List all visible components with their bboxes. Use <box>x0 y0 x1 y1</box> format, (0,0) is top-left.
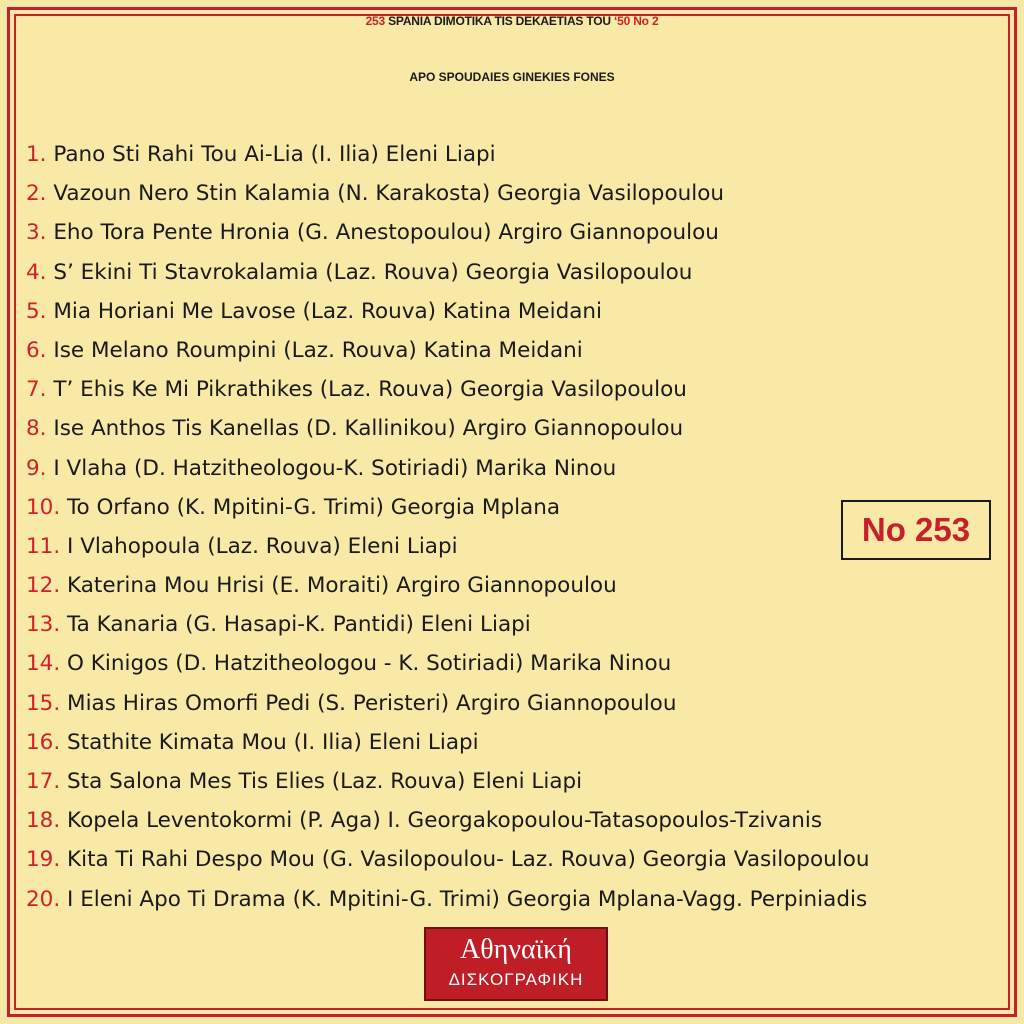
track-title: Mias Hiras Omorfi Pedi (S. Peristeri) Argiro Giannopoulou <box>60 690 677 716</box>
track-title: Ise Melano Roumpini (Laz. Rouva) Katina Meidani <box>46 337 583 363</box>
track-item <box>26 370 870 409</box>
track-title: T’ Ehis Ke Mi Pikrathikes (Laz. Rouva) Georgia Vasilopoulou <box>46 377 687 403</box>
track-number: 11. <box>26 533 61 559</box>
track-item <box>26 880 870 919</box>
track-number: 8. <box>26 416 47 442</box>
track-number: 7. <box>26 377 47 403</box>
track-title: Mia Horiani Me Lavose (Laz. Rouva) Katina Meidani <box>46 298 603 324</box>
track-item <box>26 174 870 213</box>
track-item <box>26 253 870 292</box>
logo-line-2: ΔΙΣΚΟΓΡΑΦΙΚΗ <box>448 970 584 989</box>
catalog-number-badge: No 253 <box>841 500 991 560</box>
track-number: 1. <box>26 142 47 167</box>
logo-line-1: Αθηναϊκή <box>460 934 572 965</box>
track-item <box>26 449 870 488</box>
track-number: 17. <box>26 769 61 794</box>
track-title: I Eleni Apo Ti Drama (K. Mpitini-G. Trimi) Georgia Mplana-Vagg. Perpiniadis <box>60 886 868 912</box>
track-number: 16. <box>26 729 61 755</box>
track-title: I Vlaha (D. Hatzitheologou-K. Sotiriadi) Marika Ninou <box>46 455 617 481</box>
track-title: S’ Ekini Ti Stavrokalamia (Laz. Rouva) Georgia Vasilopoulou <box>46 259 693 285</box>
track-number: 6. <box>26 337 47 363</box>
track-title: Pano Sti Rahi Tou Ai-Lia (I. Ilia) Eleni Liapi <box>46 142 496 167</box>
track-title: Kopela Leventokormi (P. Aga) I. Georgakopoulou-Tatasopoulos-Tzivanis <box>60 808 823 834</box>
track-title: Ise Anthos Tis Kanellas (D. Kallinikou) Argiro Giannopoulou <box>46 416 684 442</box>
track-title: To Orfano (K. Mpitini-G. Trimi) Georgia Mplana <box>60 494 561 520</box>
track-item <box>26 684 870 723</box>
track-item <box>26 840 870 879</box>
track-item <box>26 723 870 762</box>
track-item <box>26 488 870 527</box>
track-title: I Vlahopoula (Laz. Rouva) Eleni Liapi <box>60 533 458 559</box>
track-title: Sta Salona Mes Tis Elies (Laz. Rouva) Eleni Liapi <box>60 769 583 794</box>
track-number: 9. <box>26 455 47 481</box>
track-item <box>26 292 870 331</box>
track-item <box>26 527 870 566</box>
track-number: 4. <box>26 259 47 285</box>
track-number: 2. <box>26 181 47 207</box>
track-number: 10. <box>26 494 61 520</box>
track-number: 18. <box>26 808 61 834</box>
track-number: 20. <box>26 886 61 912</box>
track-item <box>26 605 870 644</box>
title-accent: ‘50 No 2 <box>614 14 659 28</box>
track-title: Vazoun Nero Stin Kalamia (N. Karakosta) Georgia Vasilopoulou <box>46 181 724 207</box>
track-item <box>26 762 870 801</box>
track-title: Stathite Kimata Mou (I. Ilia) Eleni Liapi <box>60 729 479 755</box>
track-number: 14. <box>26 651 61 677</box>
track-title: Ta Kanaria (G. Hasapi-K. Pantidi) Eleni Liapi <box>60 612 531 638</box>
track-number: 3. <box>26 220 47 246</box>
track-list <box>26 135 870 919</box>
track-number: 5. <box>26 298 47 324</box>
track-number: 13. <box>26 612 61 638</box>
label-logo <box>424 927 608 1001</box>
track-number: 15. <box>26 690 61 716</box>
track-item <box>26 331 870 370</box>
track-number: 19. <box>26 847 61 873</box>
title-line-1 <box>0 14 1024 28</box>
track-item <box>26 801 870 840</box>
track-item <box>26 135 870 174</box>
title-line-2: APO SPOUDAIES GINEKIES FONES <box>409 70 615 84</box>
track-title: Eho Tora Pente Hronia (G. Anestopoulou) Argiro Giannopoulou <box>46 220 719 246</box>
track-title: Kita Ti Rahi Despo Mou (G. Vasilopoulou- Laz. Rouva) Georgia Vasilopoulou <box>60 847 870 873</box>
track-item <box>26 409 870 448</box>
track-number: 12. <box>26 573 61 599</box>
title-main: SPANIA DIMOTIKA TIS DEKAETIAS TOU <box>384 14 614 28</box>
track-item <box>26 566 870 605</box>
track-item <box>26 213 870 252</box>
track-title: Katerina Mou Hrisi (E. Moraiti) Argiro Giannopoulou <box>60 573 617 599</box>
album-number: 253 <box>365 14 385 28</box>
track-title: O Kinigos (D. Hatzitheologou - K. Sotiriadi) Marika Ninou <box>60 651 672 677</box>
track-item <box>26 644 870 683</box>
